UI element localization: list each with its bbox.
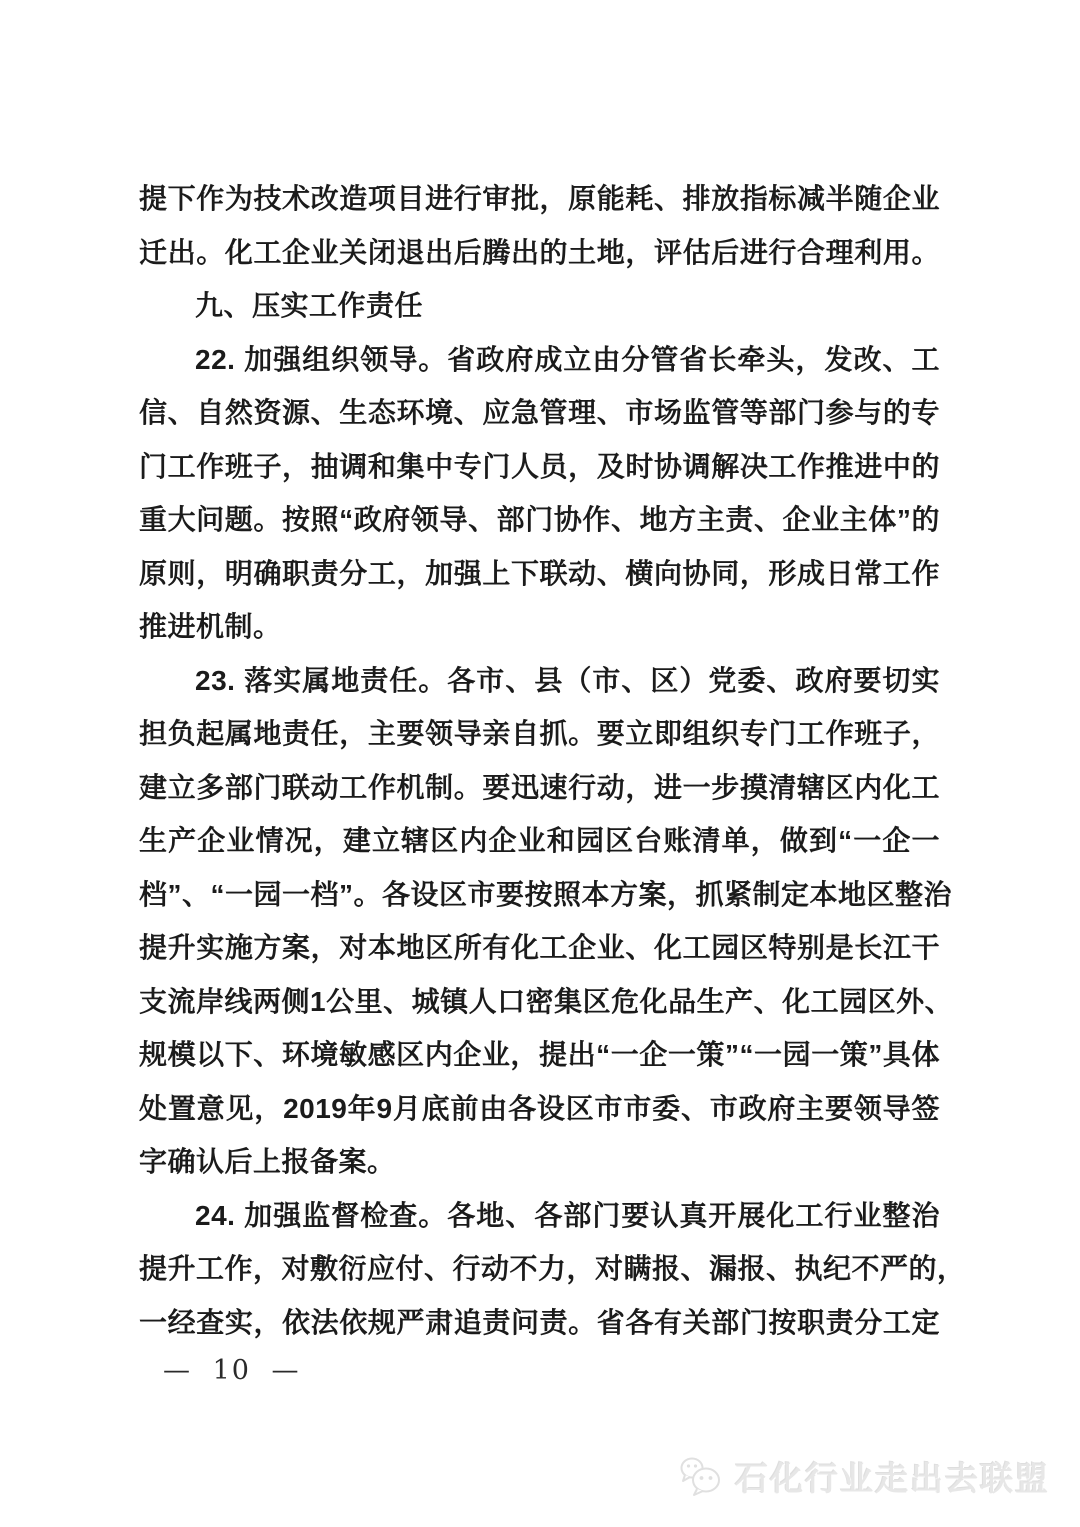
document-body bbox=[139, 172, 966, 1349]
text-line: 提下作为技术改造项目进行审批，原能耗、排放指标减半随企业 bbox=[139, 183, 940, 214]
text-line: 字确认后上报备案。 bbox=[139, 1146, 396, 1177]
section-heading: 九、压实工作责任 bbox=[195, 290, 424, 321]
text-line: 23. 落实属地责任。各市、县（市、区）党委、政府要切实 bbox=[195, 664, 940, 696]
text-line: 一经查实，依法依规严肃追责问责。省各有关部门按职责分工定 bbox=[139, 1306, 940, 1338]
text-line: 处置意见，2019年9月底前由各设区市市委、市政府主要领导签 bbox=[139, 1092, 940, 1124]
text-line: 门工作班子，抽调和集中专门人员，及时协调解决工作推进中的 bbox=[139, 450, 940, 482]
page-number: — 10 — bbox=[163, 1355, 301, 1386]
text-line: 推进机制。 bbox=[139, 611, 282, 642]
text-line: 重大问题。按照“政府领导、部门协作、地方主责、企业主体”的 bbox=[139, 504, 940, 535]
text-line: 建立多部门联动工作机制。要迅速行动，进一步摸清辖区内化工 bbox=[139, 771, 940, 803]
text-line: 24. 加强监督检查。各地、各部门要认真开展化工行业整治 bbox=[195, 1199, 940, 1231]
text-line: 支流岸线两侧1公里、城镇人口密集区危化品生产、化工园区外、 bbox=[139, 985, 954, 1017]
text-line: 迁出。化工企业关闭退出后腾出的土地，评估后进行合理利用。 bbox=[139, 236, 940, 268]
text-line: 信、自然资源、生态环境、应急管理、市场监管等部门参与的专 bbox=[139, 397, 940, 428]
wechat-icon bbox=[679, 1454, 727, 1498]
text-line: 担负起属地责任，主要领导亲自抓。要立即组织专门工作班子， bbox=[139, 718, 940, 749]
watermark bbox=[679, 1450, 1050, 1502]
text-line: 提升工作，对敷衍应付、行动不力，对瞒报、漏报、执纪不严的， bbox=[139, 1253, 966, 1284]
text-line: 生产企业情况，建立辖区内企业和园区台账清单，做到“一企一 bbox=[139, 825, 940, 856]
text-line: 原则，明确职责分工，加强上下联动、横向协同，形成日常工作 bbox=[139, 557, 940, 589]
text-line: 规模以下、环境敏感区内企业，提出“一企一策”“一园一策”具体 bbox=[139, 1039, 940, 1070]
watermark-label: 石化行业走出去联盟 bbox=[735, 1459, 1050, 1497]
text-line: 22. 加强组织领导。省政府成立由分管省长牵头，发改、工 bbox=[195, 343, 940, 375]
text-line: 档”、“一园一档”。各设区市要按照本方案，抓紧制定本地区整治 bbox=[139, 878, 953, 910]
text-line: 提升实施方案，对本地区所有化工企业、化工园区特别是长江干 bbox=[139, 932, 940, 963]
